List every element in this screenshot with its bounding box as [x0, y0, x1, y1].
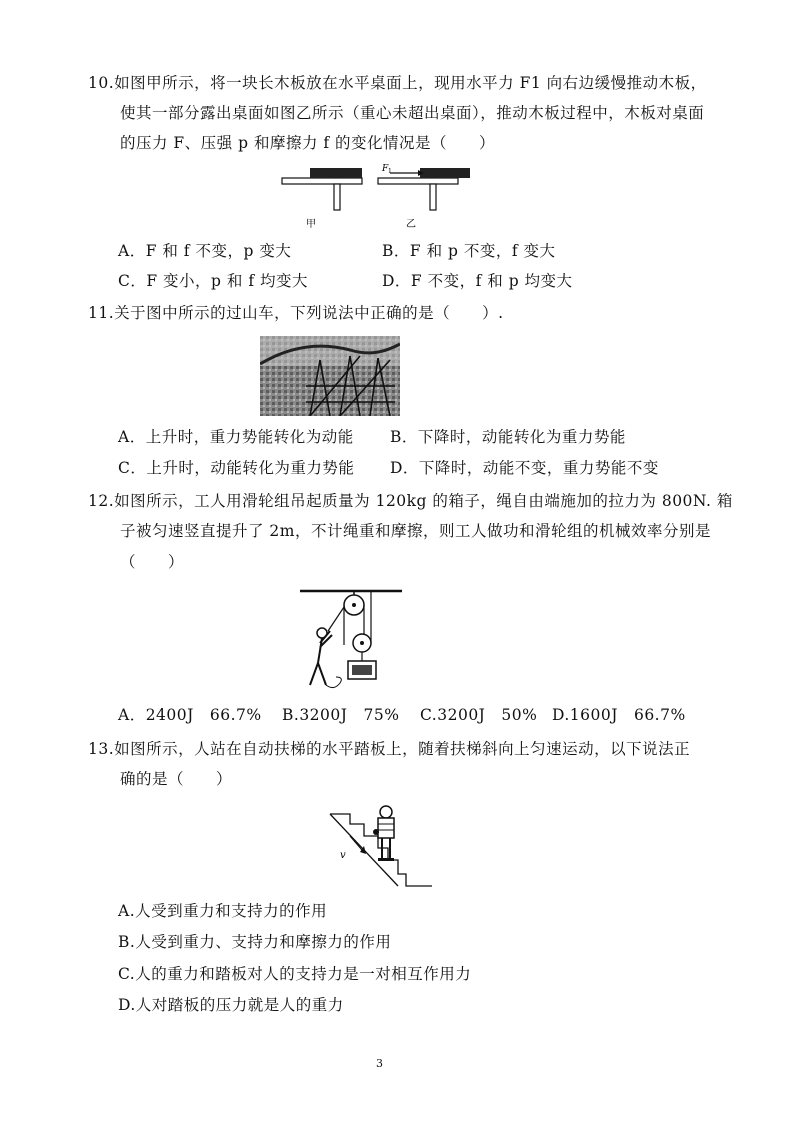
q13-stem-line1: 13.如图所示，人站在自动扶梯的水平踏板上，随着扶梯斜向上匀速运动，以下说法正 [88, 740, 691, 758]
q13-escalator-figure [326, 802, 436, 888]
q11-option-a: A．上升时，重力势能转化为动能 [118, 428, 354, 446]
q13-option-c: C.人的重力和踏板对人的支持力是一对相互作用力 [118, 965, 472, 983]
q13-option-a: A.人受到重力和支持力的作用 [118, 902, 328, 920]
q10-stem-line3: 的压力 F、压强 p 和摩擦力 f 的变化情况是（ ） [120, 134, 496, 152]
q11-rollercoaster-photo [260, 336, 400, 416]
table-leg-yi [430, 184, 436, 210]
q11-option-b: B．下降时，动能转化为重力势能 [390, 428, 626, 446]
q13-stem-line2: 确的是（ ） [120, 770, 233, 788]
board-yi [420, 168, 470, 178]
fig-label-f-sub: 1 [388, 168, 392, 175]
table-top-yi [378, 178, 458, 184]
table-top-jia [282, 178, 362, 184]
q10-figure [278, 162, 478, 232]
fig-label-v: v [340, 850, 346, 861]
q11-option-d: D．下降时，动能不变，重力势能不变 [390, 459, 659, 477]
q10-option-b: B．F 和 p 不变，f 变大 [382, 242, 556, 260]
q12-pulley-figure [296, 585, 406, 695]
fig-label-f: F [382, 164, 389, 174]
velocity-arrow-line [350, 836, 362, 850]
q10-stem-line2: 使其一部分露出桌面如图乙所示（重心未超出桌面），推动木板过程中，木板对桌面 [120, 104, 705, 122]
person-head [380, 806, 392, 818]
q12-option-d: D.1600J 66.7% [552, 706, 686, 724]
q12-stem-line3: （ ） [120, 553, 185, 571]
table-leg-jia [334, 184, 340, 210]
page-number: 3 [376, 1057, 383, 1070]
q13-option-b: B.人受到重力、支持力和摩擦力的作用 [118, 933, 392, 951]
fig-label-jia: 甲 [306, 219, 316, 230]
q10-option-d: D．F 不变，f 和 p 均变大 [382, 272, 573, 290]
q10-stem-line1: 10.如图甲所示，将一块长木板放在水平桌面上，现用水平力 F1 向右边缓慢推动木板， [88, 74, 707, 92]
q11-option-c: C．上升时，动能转化为重力势能 [118, 459, 355, 477]
q13-option-d: D.人对踏板的压力就是人的重力 [118, 996, 344, 1014]
q12-option-a: A．2400J 66.7% [118, 706, 262, 724]
q10-option-c: C．F 变小，p 和 f 均变大 [118, 272, 308, 290]
board-jia [310, 168, 362, 178]
worker-body [310, 631, 332, 685]
person-body [378, 818, 394, 838]
fig-label-yi: 乙 [406, 219, 416, 230]
q10-option-a: A．F 和 f 不变，p 变大 [118, 242, 292, 260]
q11-stem: 11.关于图中所示的过山车，下列说法中正确的是（ ）. [88, 304, 504, 322]
q12-option-c: C.3200J 50% [420, 706, 538, 724]
q12-stem-line1: 12.如图所示，工人用滑轮组吊起质量为 120kg 的箱子，绳自由端施加的拉力为 800N. 箱 [88, 492, 733, 510]
q12-stem-line2: 子被匀速竖直提升了 2m，不计绳重和摩擦，则工人做功和滑轮组的机械效率分别是 [120, 522, 711, 540]
q12-option-b: B.3200J 75% [282, 706, 400, 724]
